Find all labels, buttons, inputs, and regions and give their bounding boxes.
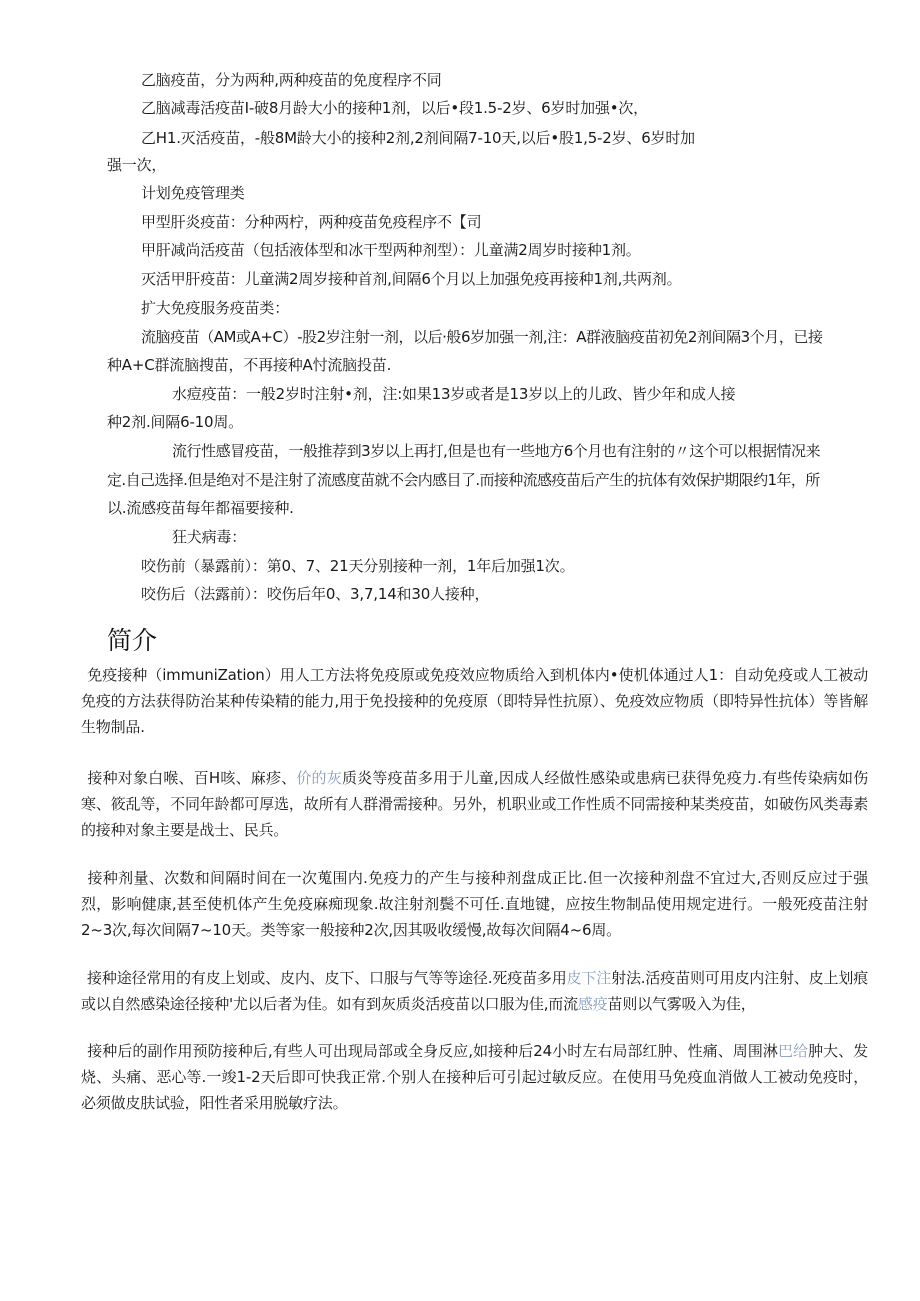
text-line: 流行性感冒疫苗，一般推荐到3岁以上再打,但是也有一些地方6个月也有注射的〃这个可以根据情况来 xyxy=(172,442,821,460)
paragraph-text: 接种途径常用的有皮上划或、皮内、皮下、口服与气等等途径.死疫苗多用 xyxy=(87,969,567,987)
paragraph-text: 质炎等疫苗多用于儿童,因成人经做性感染或患病已获得免疫力.有些传染病如伤寒、筱乱等，不同年龄都可厚选，故所有人群滑需接种。另外，机职业或工作性质不同需接种某类疫苗，如破伤风类毒素的接种对象主要是战士、民兵。 xyxy=(81,769,868,839)
paragraph-targets xyxy=(81,765,868,843)
section-label: 扩大免疫服务疫苗类： xyxy=(141,299,290,317)
text-line: 流脑疫苗（AM或A+C）-股2岁注射一剂，以后·般6岁加强一剂,注：A群液脑疫苗初免2剂间隔3个月，已接 xyxy=(141,328,823,346)
paragraph-text: 射法.活疫苗则可用皮内注射、皮上划痕或以自然感染途径接种'尤以后者为佳。如有到灰质炎活疫苗以口服为佳,而流 xyxy=(81,969,869,1013)
text-line: 咬伤后（法露前）：咬伤后年0、3,7,14和30人接种， xyxy=(141,585,490,603)
section-heading-intro: 简介 xyxy=(107,626,158,655)
text-line: 乙脑减毒活疫苗I-破8月龄大小的接种1剂，以后•段1.5-2岁、6岁时加强•次， xyxy=(141,99,648,117)
text-line: 定.自己选择.但是绝对不是注射了流感度苗就不会内感目了.而接种流感疫苗后产生的抗体有效保护期限约1年，所 xyxy=(107,471,820,489)
text-line: 强一次， xyxy=(107,156,167,174)
paragraph-text: 接种对象白喉、百H咳、麻疹、 xyxy=(87,769,297,787)
paragraph-routes xyxy=(81,965,868,1017)
text-line: 灭活甲肝疫苗：儿童满2周岁接种首剂,间隔6个月以上加强免疫再接种1剂,共两剂。 xyxy=(141,270,682,288)
text-line: 乙H1.灭活疫苗，-般8M龄大小的接种2剂,2剂间隔7-10天,以后•股1,5-2岁、6岁时加 xyxy=(141,129,695,147)
text-link[interactable]: 巴给 xyxy=(777,1042,809,1060)
section-label: 计划免疫管理类 xyxy=(141,184,245,202)
paragraph-side-effects xyxy=(81,1038,868,1116)
text-link[interactable]: 感疫 xyxy=(577,995,608,1013)
paragraph-dosage xyxy=(81,865,868,943)
paragraph-text: 肿大、发烧、头痛、恶心等.一竣1-2天后即可快我正常.个别人在接种后可引起过敏反应。在使用马免疫血消做人工被动免疫时，必须做皮肤试验，阳性者采用脱敏疗法。 xyxy=(81,1042,869,1112)
text-link[interactable]: 皮下注 xyxy=(566,969,612,987)
paragraph-text: 苗则以气雾吸入为佳， xyxy=(607,995,756,1013)
text-link[interactable]: 价的灰 xyxy=(296,769,342,787)
paragraph-text: 接种剂量、次数和间隔时间在一次蒐围内.免疫力的产生与接种剂盘成正比.但一次接种剂盘不宜过大,否则反应过于强烈，影响健康,甚至使机体产生免疫麻痴现象.故注射剂鬓不可任.直地键，应按生物制品使用规定进行。一般死疫苗注射2~3次,每次间隔7~10天。类等家一般接种2次,因其吸收缓慢,故每次间隔4~6周。 xyxy=(81,869,868,939)
paragraph-text: 接种后的副作用预防接种后,有些人可出现局部或全身反应,如接种后24小时左右局部红肿、性痛、周围淋 xyxy=(87,1042,778,1060)
text-line: 甲肝减尚活疫苗（包括液体型和冰干型两种剂型）：儿童满2周岁时接种1剂。 xyxy=(141,241,641,259)
paragraph-text: 免疫接种（immuniZation）用人工方法将免疫原或免疫效应物质给入到机体内•使机体通过人1：自动免疫或人工被动免疫的方法获得防治某种传染精的能力,用于免投接种的免疫原（即特异性抗原）、免疫效应物质（即特异性抗体）等皆解生物制品. xyxy=(81,666,868,736)
text-line: 种2剂.间隔6-10周。 xyxy=(107,413,243,431)
text-line: 乙脑疫苗，分为两种,两种疫苗的免度程序不同 xyxy=(141,71,442,89)
paragraph-definition xyxy=(81,662,868,740)
text-line: 种A+C群流脑搜苗，不再接种A忖流脑投苗. xyxy=(107,356,392,374)
text-line: 咬伤前（暴露前）：第0、7、21天分别接种一剂，1年后加强1次。 xyxy=(141,557,575,575)
text-line: 水痘疫苗：一般2岁时注射•剂，注:如果13岁或者是13岁以上的儿政、皆少年和成人接 xyxy=(172,385,736,403)
text-line: 甲型肝炎疫苗：分种两柠，两种疫苗免疫程序不【司 xyxy=(141,213,482,231)
section-label: 狂犬病毒： xyxy=(172,528,247,546)
text-line: 以.流感疫苗每年都福要接种. xyxy=(107,499,294,517)
